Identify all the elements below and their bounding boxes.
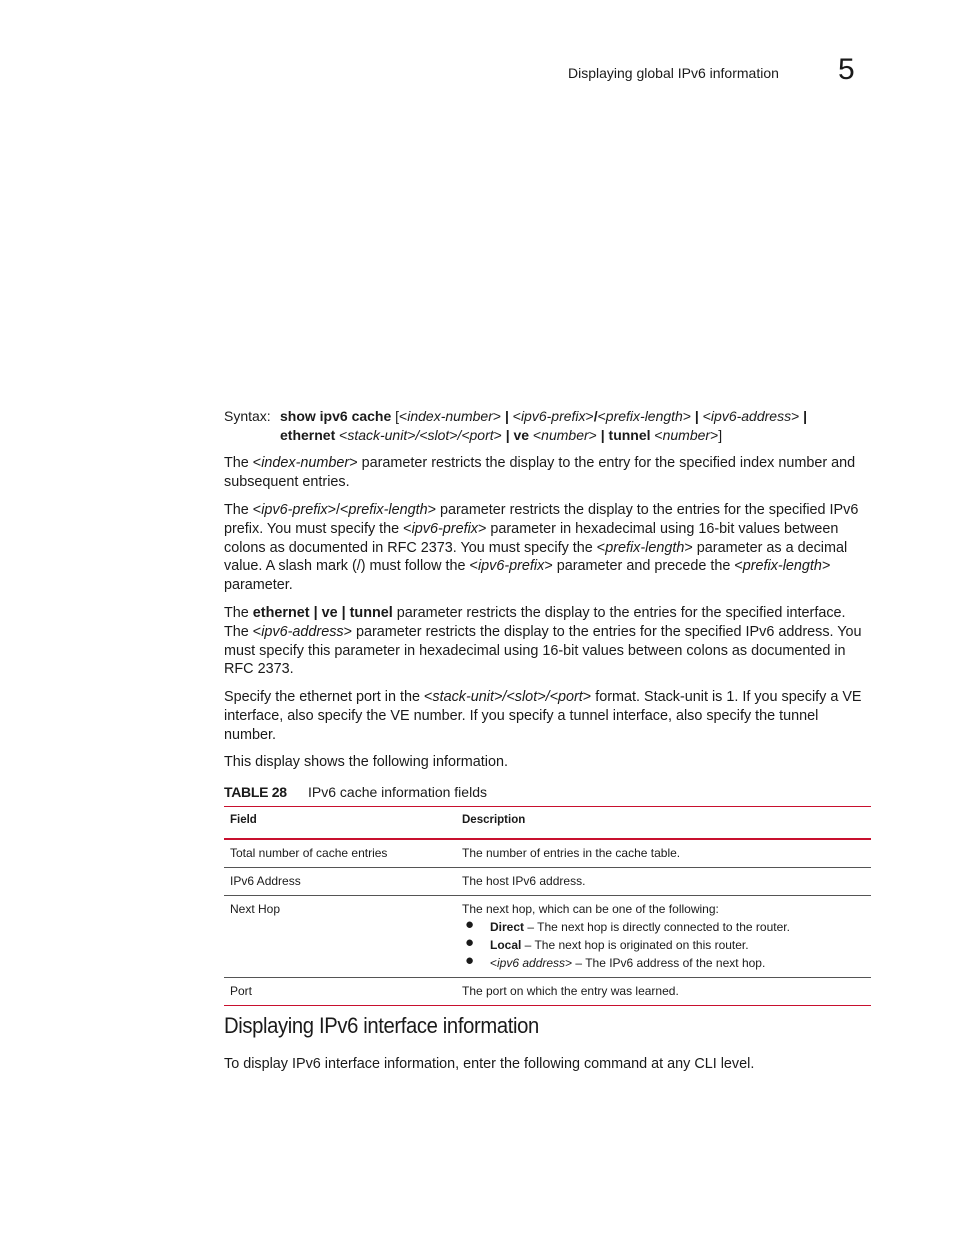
description-text: The next hop, which can be one of the following: [462, 902, 719, 916]
param-text: prefix-length [605, 539, 685, 556]
keyword-text: ethernet | ve | tunnel [252, 605, 393, 621]
param-text: ipv6-prefix [261, 502, 328, 518]
syntax-text: > [682, 408, 695, 424]
syntax-text: [< [391, 408, 408, 424]
description-cell: The number of entries in the cache table. [456, 839, 871, 868]
column-header-field: Field [224, 807, 456, 840]
bullet-icon: ● [465, 916, 475, 933]
description-cell: The port on which the entry was learned. [456, 978, 871, 1006]
field-cell: Port [224, 978, 456, 1006]
syntax-param: ipv6-address [710, 408, 792, 424]
syntax-param: index-number [407, 408, 493, 424]
description-cell: The host IPv6 address. [456, 868, 871, 896]
syntax-pipe: | [803, 408, 808, 424]
section-intro: To display IPv6 interface information, enter the following command at any CLI level. [224, 1056, 755, 1072]
syntax-text: > [588, 427, 601, 443]
text: > parameter restricts the display to the entries for the specified IPv6 prefix. You must specify the < [224, 502, 859, 537]
syntax-command [280, 407, 874, 445]
text: parameter restricts the display to the entries for the specified interface. The < [224, 605, 846, 640]
running-header: Displaying global IPv6 information [568, 65, 779, 81]
paragraph-ipv6-prefix [224, 501, 872, 595]
syntax-param: stack-unit>/<slot>/<port [347, 427, 494, 443]
text: The [224, 605, 253, 621]
chapter-number: 5 [838, 53, 855, 86]
table-caption [224, 784, 487, 800]
syntax-text: < [335, 427, 348, 443]
description-cell [456, 896, 871, 978]
list-item [462, 936, 865, 954]
section-heading: Displaying IPv6 interface information [224, 1013, 539, 1038]
table-header-row [224, 807, 871, 840]
text: > parameter. [224, 558, 831, 594]
syntax-keyword: ve [509, 427, 530, 443]
param-text: ipv6-prefix [411, 520, 478, 537]
syntax-text: < [529, 427, 542, 443]
text: > parameter restricts the display to the entry for the specified index number and subsequent entries. [224, 455, 856, 490]
paragraph-index-number [224, 454, 872, 492]
paragraph-interface [224, 604, 872, 679]
syntax-text: >] [710, 427, 723, 443]
table-row [224, 868, 871, 896]
next-hop-options [462, 918, 865, 972]
text: The < [224, 502, 262, 518]
table-title: IPv6 cache information fields [308, 784, 487, 800]
table-number: TABLE 28 [224, 784, 287, 800]
syntax-keyword: | tunnel [600, 427, 651, 443]
syntax-text: < [597, 408, 606, 424]
text: > parameter and precede the < [544, 558, 743, 575]
text: Specify the ethernet port in the < [224, 689, 433, 705]
param-text: index-number [261, 455, 350, 471]
list-item [462, 954, 865, 972]
table-row [224, 978, 871, 1006]
text: > parameter restricts the display to the entries for the specified IPv6 address. You must specify this parameter in hexadecimal using 16-bit values between colons as documented in RFC 2373. [224, 623, 862, 678]
syntax-text: > [791, 408, 804, 424]
option-text: – The next hop is originated on this router. [521, 938, 749, 952]
syntax-text: < [650, 427, 663, 443]
syntax-text: > [492, 408, 505, 424]
text: > parameter in hexadecimal using 16-bit values between colons as documented in RFC 2373. You must specify the < [224, 520, 839, 556]
syntax-keyword: ethernet [280, 427, 336, 443]
option-text: > – The IPv6 address of the next hop. [565, 956, 766, 970]
syntax-param: number [662, 427, 711, 443]
ipv6-cache-fields-table [224, 806, 871, 1006]
option-text: – The next hop is directly connected to the router. [524, 920, 790, 934]
option-keyword: Local [490, 938, 522, 952]
table-row [224, 896, 871, 978]
table-row [224, 839, 871, 868]
text: > parameter as a decimal value. A slash mark (/) must follow the < [224, 539, 848, 575]
param-text: ipv6-address [261, 623, 344, 640]
field-cell: Total number of cache entries [224, 839, 456, 868]
column-header-description: Description [456, 807, 871, 840]
syntax-pipe: | [694, 408, 699, 424]
syntax-pipe: | [505, 427, 510, 443]
option-text: < [490, 956, 498, 970]
paragraph-display-intro: This display shows the following information. [224, 754, 508, 770]
syntax-text: > [585, 408, 594, 424]
option-keyword: Direct [490, 920, 525, 934]
syntax-param: ipv6-prefix [520, 408, 586, 424]
syntax-param: number [541, 427, 589, 443]
param-text: stack-unit>/<slot>/<port [432, 689, 583, 705]
text: >/< [327, 502, 349, 518]
field-cell: IPv6 Address [224, 868, 456, 896]
text: > format. Stack-unit is 1. If you specify a VE interface, also specify the VE number. If you specify a tunnel interface, also specify the tunnel number. [224, 689, 862, 743]
syntax-text: < [698, 408, 711, 424]
cmd-keyword: show ipv6 cache [280, 408, 392, 424]
text: The < [224, 455, 262, 471]
bullet-icon: ● [465, 934, 475, 951]
syntax-block [224, 407, 874, 445]
bullet-icon: ● [465, 952, 475, 969]
param-text: ipv6-prefix [477, 558, 545, 575]
syntax-text: > [493, 427, 506, 443]
field-cell: Next Hop [224, 896, 456, 978]
syntax-slash: / [593, 408, 598, 424]
syntax-label: Syntax: [224, 408, 271, 424]
param-text: prefix-length [348, 502, 428, 518]
syntax-text: < [508, 408, 521, 424]
param-text: prefix-length [742, 558, 822, 575]
syntax-param: prefix-length [605, 408, 683, 424]
syntax-pipe: | [504, 408, 509, 424]
option-param: ipv6 address [497, 956, 566, 970]
list-item [462, 918, 865, 936]
paragraph-ethernet-port [224, 688, 872, 744]
